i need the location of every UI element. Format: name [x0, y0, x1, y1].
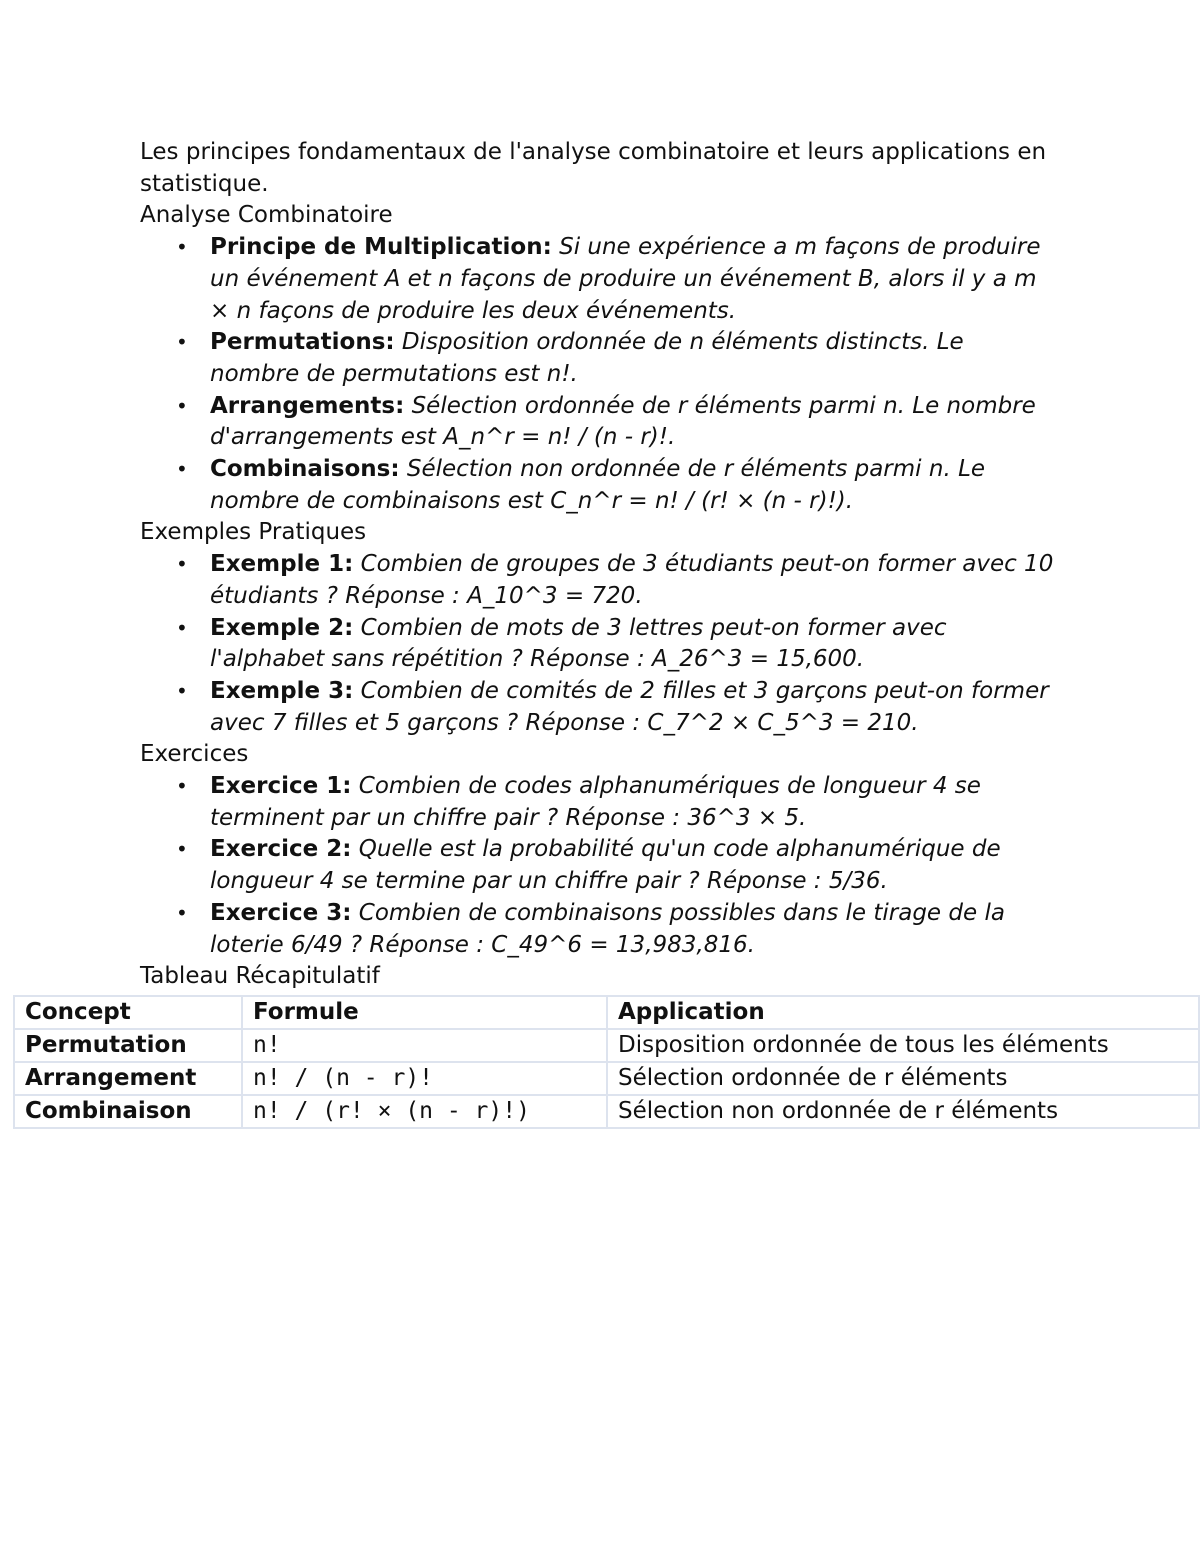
- item-desc: Disposition ordonnée de n éléments distincts. Le nombre de permutations est n!.: [210, 329, 964, 387]
- column-header: Formule: [242, 996, 607, 1029]
- list-item: [176, 898, 1060, 961]
- table-cell-formule: n!: [242, 1029, 607, 1062]
- item-desc: Sélection ordonnée de r éléments parmi n. Le nombre d'arrangements est A_n^r = n! / (n - r)!.: [210, 392, 1036, 451]
- item-desc: Combien de mots de 3 lettres peut-on former avec l'alphabet sans répétition ? Réponse : A_26^3 = 15,600.: [210, 614, 947, 673]
- item-desc: Combien de groupes de 3 étudiants peut-on former avec 10 étudiants ? Réponse : A_10^3 = 720.: [210, 551, 1054, 609]
- table-cell-formule: n! / (n - r)!: [242, 1062, 607, 1095]
- table-cell-application: Disposition ordonnée de tous les éléments: [607, 1029, 1199, 1062]
- table-row: [14, 1029, 1199, 1062]
- item-term: Combinaisons:: [210, 456, 400, 483]
- table-cell-application: Sélection ordonnée de r éléments: [607, 1062, 1199, 1095]
- document-body: [140, 137, 1060, 993]
- section-heading-exemples: Exemples Pratiques: [140, 519, 367, 546]
- list-exemples: [140, 549, 1060, 739]
- item-term: Exercice 1:: [210, 773, 352, 800]
- item-term: Exercice 3:: [210, 899, 352, 926]
- bullet-icon: •: [176, 837, 188, 862]
- bullet-icon: •: [176, 552, 188, 577]
- list-exercices: [140, 771, 1060, 961]
- list-item: [176, 613, 1060, 676]
- table-cell-formule: n! / (r! × (n - r)!): [242, 1095, 607, 1128]
- bullet-icon: •: [176, 235, 188, 260]
- bullet-icon: •: [176, 615, 188, 640]
- bullet-icon: •: [176, 457, 188, 482]
- list-item: [176, 834, 1060, 897]
- list-item: [176, 549, 1060, 612]
- list-item: [176, 327, 1060, 390]
- list-item: [176, 454, 1060, 517]
- item-term: Arrangements:: [210, 392, 405, 419]
- section-heading-exercices: Exercices: [140, 741, 249, 768]
- item-term: Exemple 1:: [210, 551, 354, 578]
- section-heading-tableau: Tableau Récapitulatif: [140, 963, 380, 990]
- list-analyse: [140, 232, 1060, 517]
- item-desc: Combien de combinaisons possibles dans le tirage de la loterie 6/49 ? Réponse : C_49^6 = 13,983,816.: [210, 899, 1005, 958]
- intro-paragraph: Les principes fondamentaux de l'analyse combinatoire et leurs applications en statistique.: [140, 139, 1047, 197]
- table-cell-concept: Arrangement: [14, 1062, 242, 1095]
- list-item: [176, 232, 1060, 327]
- item-term: Exemple 2:: [210, 614, 354, 641]
- item-term: Exemple 3:: [210, 677, 354, 704]
- column-header: Application: [607, 996, 1199, 1029]
- item-desc: Combien de comités de 2 filles et 3 garçons peut-on former avec 7 filles et 5 garçons ? Réponse : C_7^2 × C_5^3 = 210.: [210, 677, 1049, 736]
- table-row: [14, 1062, 1199, 1095]
- item-desc: Quelle est la probabilité qu'un code alphanumérique de longueur 4 se termine par un chiffre pair ? Réponse : 5/36.: [210, 836, 1001, 895]
- section-heading-analyse: Analyse Combinatoire: [140, 202, 393, 229]
- item-term: Exercice 2:: [210, 836, 352, 863]
- column-header: Concept: [14, 996, 242, 1029]
- recap-table: [13, 995, 1200, 1129]
- bullet-icon: •: [176, 330, 188, 355]
- table-cell-concept: Permutation: [14, 1029, 242, 1062]
- table-header-row: [14, 996, 1199, 1029]
- bullet-icon: •: [176, 900, 188, 925]
- bullet-icon: •: [176, 678, 188, 703]
- item-term: Principe de Multiplication:: [210, 234, 552, 261]
- bullet-icon: •: [176, 393, 188, 418]
- bullet-icon: •: [176, 774, 188, 799]
- table-cell-application: Sélection non ordonnée de r éléments: [607, 1095, 1199, 1128]
- item-term: Permutations:: [210, 329, 395, 356]
- list-item: [176, 676, 1060, 739]
- item-desc: Si une expérience a m façons de produire un événement A et n façons de produire un événement B, alors il y a m × n façons de produire les deux événements.: [210, 234, 1041, 324]
- list-item: [176, 391, 1060, 454]
- list-item: [176, 771, 1060, 834]
- item-desc: Combien de codes alphanumériques de longueur 4 se terminent par un chiffre pair ? Réponse : 36^3 × 5.: [210, 773, 981, 831]
- table-cell-concept: Combinaison: [14, 1095, 242, 1128]
- item-desc: Sélection non ordonnée de r éléments parmi n. Le nombre de combinaisons est C_n^r = n! / (r! × (n - r)!).: [210, 456, 986, 514]
- table-row: [14, 1095, 1199, 1128]
